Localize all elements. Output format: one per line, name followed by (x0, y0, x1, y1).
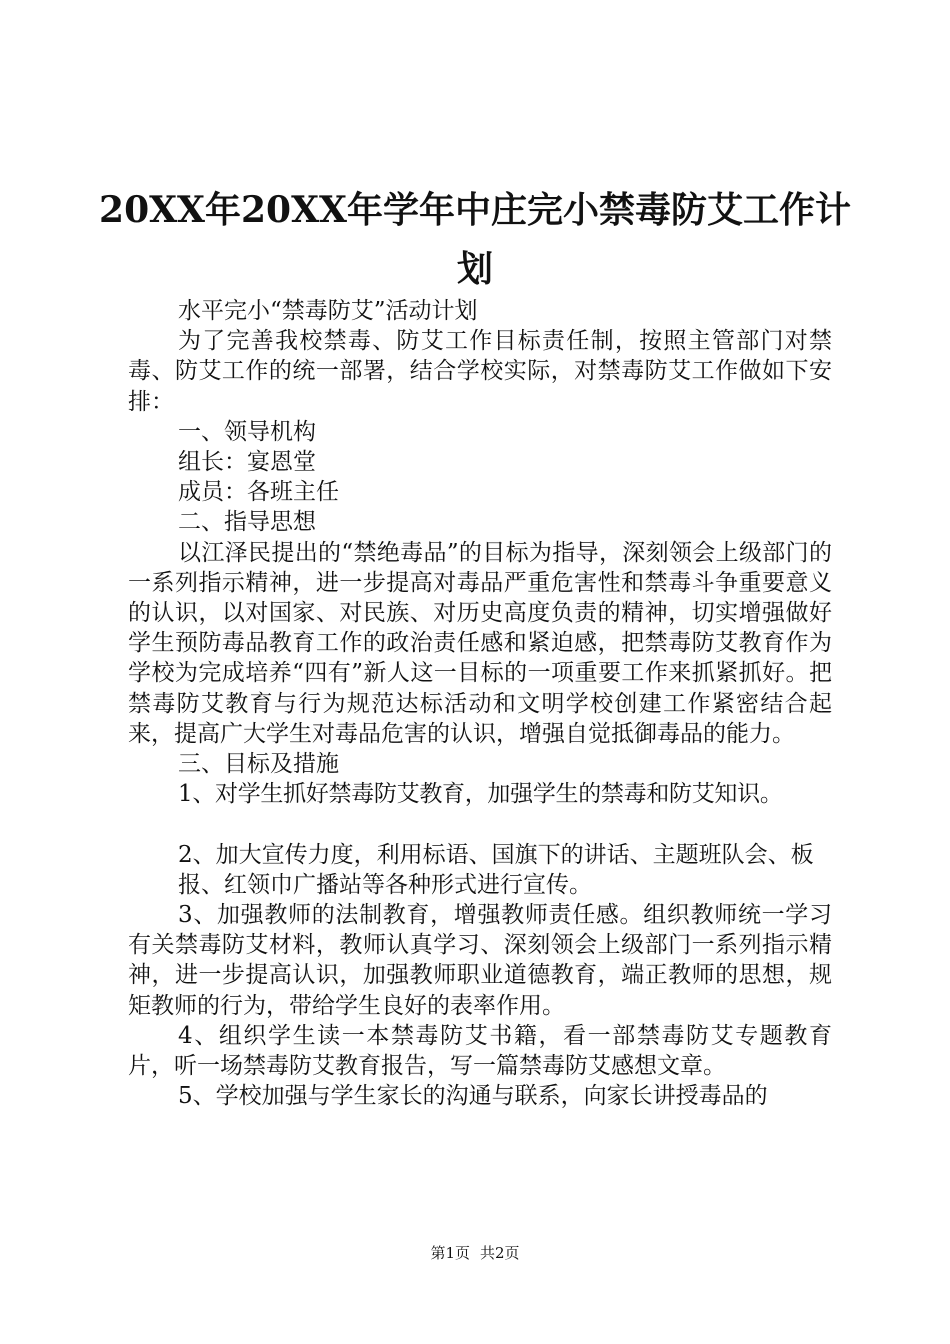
measure-item-1: 1、对学生抓好禁毒防艾教育，加强学生的禁毒和防艾知识。 (178, 781, 783, 808)
document-body (128, 296, 832, 1111)
document-title-line-1: 20XX年20XX年学年中庄完小禁毒防艾工作计 (99, 189, 851, 231)
measure-item-2-continued: 报、红领巾广播站等各种形式进行宣传。 (178, 871, 592, 898)
section-heading-leadership: 一、领导机构 (178, 418, 316, 445)
members-line: 成员：各班主任 (178, 479, 339, 506)
measure-item-5: 5、学校加强与学生家长的沟通与联系，向家长讲授毒品的 (178, 1083, 768, 1110)
document-title-line-2: 划 (456, 248, 493, 290)
measure-item-3: 3、加强教师的法制教育，增强教师责任感。组织教师统一学习有关禁毒防艾材料，教师认真学习、深刻领会上级部门一系列指示精神，进一步提高认识，加强教师职业道德教育，端正教师的思想，规矩教师的行为，带给学生良好的表率作用。 (128, 902, 832, 1019)
intro-paragraph: 为了完善我校禁毒、防艾工作目标责任制，按照主管部门对禁毒、防艾工作的统一部署，结合学校实际，对禁毒防艾工作做如下安排： (128, 328, 832, 415)
section-heading-guidance: 二、指导思想 (178, 509, 316, 536)
page-number: 第1页 (430, 1244, 470, 1262)
measure-item-4: 4、组织学生读一本禁毒防艾书籍，看一部禁毒防艾专题教育片，听一场禁毒防艾教育报告，写一篇禁毒防艾感想文章。 (128, 1022, 832, 1080)
guidance-paragraph: 以江泽民提出的“禁绝毒品”的目标为指导，深刻领会上级部门的一系列指示精神，进一步提高对毒品严重危害性和禁毒斗争重要意义的认识，以对国家、对民族、对历史高度负责的精神，切实增强做好学生预防毒品教育工作的政治责任感和紧迫感，把禁毒防艾教育作为学校为完成培养“四有”新人这一目标的一项重要工作来抓紧抓好。把禁毒防艾教育与行为规范达标活动和文明学校创建工作紧密结合起来，提高广大学生对毒品危害的认识，增强自觉抵御毒品的能力。 (128, 539, 832, 747)
leader-line: 组长：宴恩堂 (178, 449, 316, 476)
measure-item-2: 2、加大宣传力度，利用标语、国旗下的讲话、主题班队会、板 (178, 841, 814, 868)
blank-line (128, 809, 832, 839)
section-heading-goals: 三、目标及措施 (178, 751, 339, 778)
page-total: 共2页 (480, 1244, 520, 1262)
plan-subtitle: 水平完小“禁毒防艾”活动计划 (178, 298, 478, 324)
page-footer (0, 1243, 950, 1263)
